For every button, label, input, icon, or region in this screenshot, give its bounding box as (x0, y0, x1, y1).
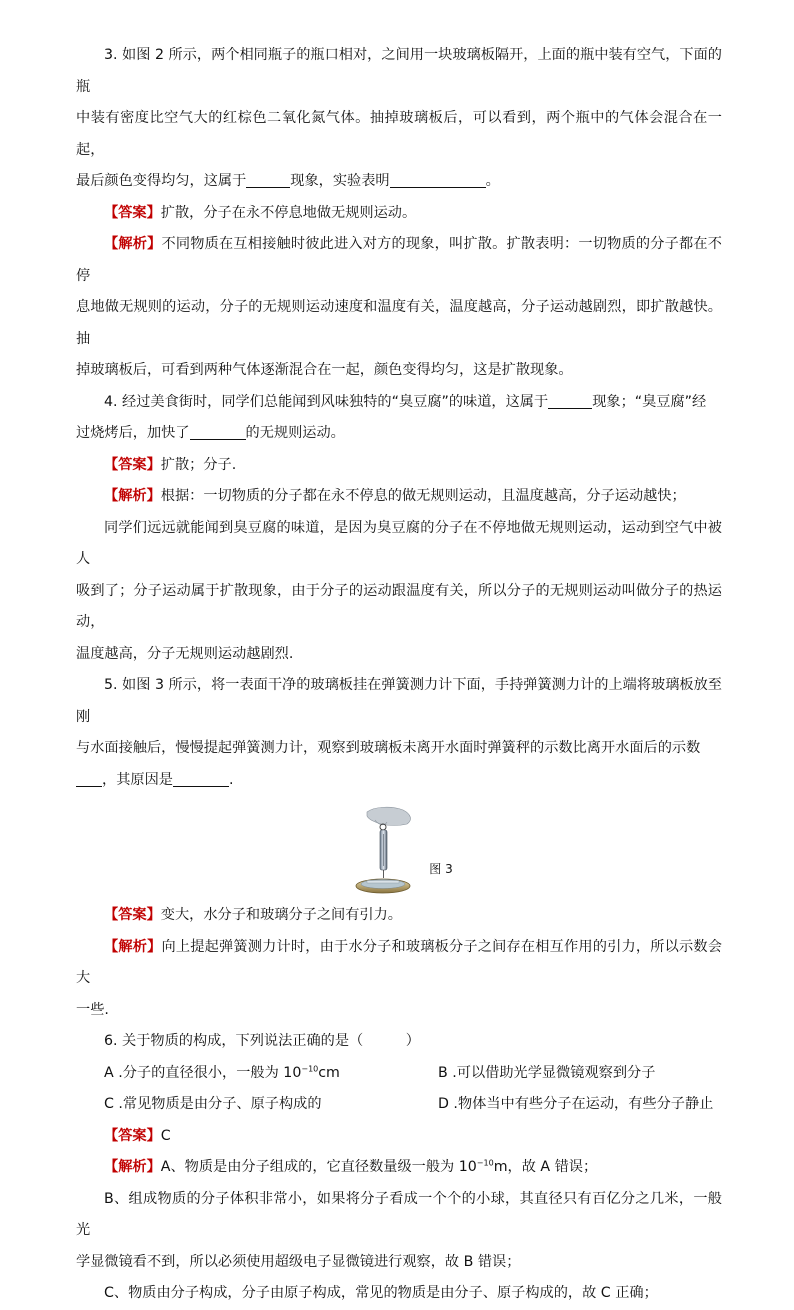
q5-analysis-line2: 一些. (76, 1001, 109, 1018)
q4-paragraph-line2: 吸到了；分子运动属于扩散现象，由于分子的运动跟温度有关，所以分子的无规则运动叫做分子的热运动， (76, 582, 722, 630)
figure-3-label: 图 3 (429, 862, 453, 876)
analysis-tag: 【解析】 (104, 488, 161, 504)
q3-analysis-line1: 【解析】不同物质在互相接触时彼此进入对方的现象，叫扩散。扩散表明：一切物质的分子都在不停 (76, 236, 722, 284)
q4-line1: 4. 经过美食街时，同学们总能闻到风味独特的“臭豆腐”的味道，这属于 现象；“臭豆腐”经 (76, 387, 722, 419)
q6-option-a: A .分子的直径很小，一般为 $10^{-10}cm$ (104, 1063, 340, 1081)
q3-line3: 最后颜色变得均匀，这属于 现象，实验表明 。 (76, 166, 722, 198)
q3-blank-2 (390, 169, 486, 188)
q6-option-b: B .可以借助光学显微镜观察到分子 (438, 1064, 656, 1081)
q6-analysis-a: 【解析】A、物质是由分子组成的，它直径数量级一般为 $10^{-10}m$，故 A 错误； (104, 1158, 598, 1175)
q6-option-d: D .物体当中有些分子在运动，有些分子静止 (438, 1096, 714, 1112)
q3-analysis-line3: 掉玻璃板后，可看到两种气体逐渐混合在一起，颜色变得均匀，这是扩散现象。 (76, 362, 573, 378)
q4-line2: 过烧烤后，加快了 的无规则运动。 (76, 418, 722, 450)
q5-line2: 与水面接触后，慢慢提起弹簧测力计，观察到玻璃板未离开水面时弹簧秤的示数比离开水面后的示数 (76, 740, 701, 756)
answer-tag: 【答案】 (104, 907, 161, 923)
q4-analysis-line1: 【解析】根据：一切物质的分子都在永不停息的做无规则运动，且温度越高，分子运动越快； (104, 488, 686, 504)
answer-tag: 【答案】 (104, 204, 161, 221)
q6-analysis-b-line1: B、组成物质的分子体积非常小，如果将分子看成一个个的小球，其直径只有百亿分之几米，一般光 (76, 1190, 722, 1238)
q3-answer: 【答案】扩散，分子在永不停息地做无规则运动。 (104, 204, 417, 221)
q6-analysis-b-line2: 学显微镜看不到，所以必须使用超级电子显微镜进行观察，故 B 错误； (76, 1253, 521, 1270)
q4-paragraph-line3: 温度越高，分子无规则运动越剧烈. (76, 645, 294, 662)
answer-tag: 【答案】 (104, 1127, 161, 1144)
q6-analysis-c: C、物质由分子构成，分子由原子构成，常见的物质是由分子、原子构成的，故 C 正确； (104, 1285, 658, 1301)
q3-line1: 3. 如图 2 所示，两个相同瓶子的瓶口相对，之间用一块玻璃板隔开，上面的瓶中装有空气，下面的瓶 (76, 47, 722, 95)
document-page (76, 40, 722, 1310)
q5-blank-2 (173, 768, 229, 787)
q5-analysis-line1: 【解析】向上提起弹簧测力计时，由于水分子和玻璃板分子之间存在相互作用的引力，所以示数会大 (76, 938, 722, 986)
q4-paragraph-line1: 同学们远远就能闻到臭豆腐的味道，是因为臭豆腐的分子在不停地做无规则运动，运动到空气中被人 (76, 519, 722, 567)
analysis-tag: 【解析】 (104, 236, 162, 252)
q4-answer: 【答案】扩散；分子. (104, 456, 237, 473)
q5-line3: ，其原因是 . (76, 765, 722, 797)
analysis-tag: 【解析】 (104, 938, 162, 955)
analysis-tag: 【解析】 (104, 1159, 161, 1175)
q5-answer: 【答案】变大，水分子和玻璃分子之间有引力。 (104, 907, 402, 923)
q6-options-row2 (76, 1089, 722, 1121)
q4-blank-2 (190, 421, 246, 440)
answer-tag: 【答案】 (104, 456, 161, 473)
q4-blank-1 (548, 390, 592, 409)
q3-line2: 中装有密度比空气大的红棕色二氧化氮气体。抽掉玻璃板后，可以看到，两个瓶中的气体会混合在一起， (76, 110, 722, 158)
q6-answer: 【答案】C (104, 1127, 171, 1144)
spring-scale-illustration (345, 806, 417, 898)
figure-3 (76, 802, 722, 898)
q6-options-row1 (76, 1058, 722, 1090)
q6-option-c: C .常见物质是由分子、原子构成的 (104, 1096, 322, 1112)
q5-blank-1 (76, 768, 102, 787)
q5-line1: 5. 如图 3 所示，将一表面干净的玻璃板挂在弹簧测力计下面，手持弹簧测力计的上端将玻璃板放至刚 (76, 677, 722, 725)
q3-analysis-line2: 息地做无规则的运动，分子的无规则运动速度和温度有关，温度越高，分子运动越剧烈，即扩散越快。抽 (76, 299, 722, 347)
q6-stem: 6. 关于物质的构成，下列说法正确的是（ ） (104, 1033, 420, 1049)
q3-blank-1 (246, 169, 290, 188)
